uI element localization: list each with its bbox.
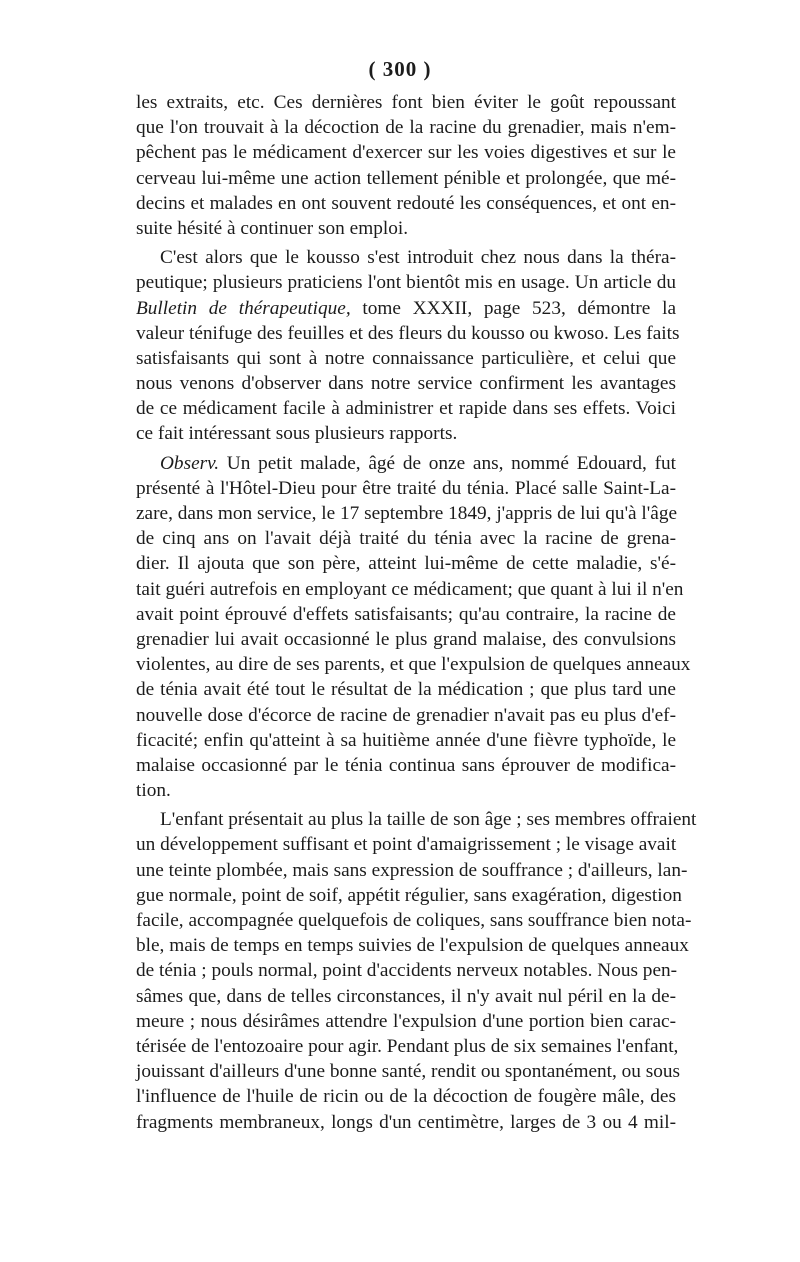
- text-line: nouvelle dose d'écorce de racine de grenadier n'avait pas eu plus d'ef-: [136, 704, 676, 726]
- text-line: ble, mais de temps en temps suivies de l'expulsion de quelques anneaux: [136, 935, 689, 957]
- text-line-bulletin: [136, 296, 676, 321]
- text-line: ce fait intéressant sous plusieurs rapports.: [136, 423, 458, 445]
- text-line: malaise occasionné par le ténia continua sans éprouver de modifica-: [136, 754, 676, 776]
- text-line: cerveau lui-même une action tellement pénible et prolongée, que mé-: [136, 167, 676, 189]
- text-line: térisée de l'entozoaire pour agir. Pendant plus de six semaines l'enfant,: [136, 1035, 679, 1057]
- text-line: les extraits, etc. Ces dernières font bien éviter le goût repoussant: [136, 92, 676, 113]
- paragraph-4: [136, 807, 697, 1134]
- text-line: grenadier lui avait occasionné le plus grand malaise, des convulsions: [136, 628, 676, 650]
- text-line: L'enfant présentait au plus la taille de son âge ; ses membres offraient: [160, 809, 697, 831]
- text-line: zare, dans mon service, le 17 septembre 1849, j'appris de lui qu'à l'âge: [136, 503, 678, 524]
- text-line: gue normale, point de soif, appétit régulier, sans exagération, digestion: [136, 884, 682, 906]
- text-line: nous venons d'observer dans notre service confirment les avantages: [136, 373, 676, 395]
- bulletin-title: Bulletin de thérapeutique,: [136, 297, 351, 319]
- text-line: valeur ténifuge des feuilles et des fleurs du kousso ou kwoso. Les faits: [136, 322, 680, 344]
- text-line: violentes, au dire de ses parents, et que l'expulsion de quelques anneaux: [136, 654, 691, 676]
- text-line: satisfaisants qui sont à notre connaissance particulière, et celui que: [136, 347, 676, 369]
- text-line: avait point éprouvé d'effets satisfaisants; qu'au contraire, la racine de: [136, 603, 676, 625]
- text-line: C'est alors que le kousso s'est introduit chez nous dans la théra-: [160, 247, 676, 269]
- body-text: [136, 90, 697, 1135]
- bulletin-rest: tome XXXII, page 523, démontre la: [350, 297, 676, 319]
- text-line: pêchent pas le médicament d'exercer sur les voies digestives et sur le: [136, 142, 676, 164]
- text-line: une teinte plombée, mais sans expression de souffrance ; d'ailleurs, lan-: [136, 859, 688, 881]
- text-line: de cinq ans on l'avait déjà traité du ténia avec la racine de grena-: [136, 528, 676, 550]
- text-line: sâmes que, dans de telles circonstances, il n'y avait nul péril en la de-: [136, 985, 676, 1007]
- paragraph-3: [136, 451, 691, 804]
- text-line: l'influence de l'huile de ricin ou de la décoction de fougère mâle, des: [136, 1086, 676, 1108]
- text-line: facile, accompagnée quelquefois de coliques, sans souffrance bien nota-: [136, 910, 692, 931]
- text-line: peutique; plusieurs praticiens l'ont bientôt mis en usage. Un article du: [136, 272, 676, 294]
- text-line: tait guéri autrefois en employant ce médicament; que quant à lui il n'en: [136, 578, 684, 600]
- observ-label: Observ.: [160, 452, 220, 474]
- observ-rest: Un petit malade, âgé de onze ans, nommé Edouard, fut: [219, 452, 676, 474]
- paragraph-2: [136, 245, 680, 447]
- text-line: de ténia avait été tout le résultat de la médication ; que plus tard une: [136, 679, 676, 701]
- text-line-observ: [136, 451, 676, 476]
- text-line: présenté à l'Hôtel-Dieu pour être traité du ténia. Placé salle Saint-La-: [136, 477, 676, 499]
- text-line: jouissant d'ailleurs d'une bonne santé, rendit ou spontanément, ou sous: [136, 1061, 681, 1083]
- page-number: ( 300 ): [368, 57, 432, 81]
- paragraph-1: [136, 90, 676, 241]
- text-line: de ténia ; pouls normal, point d'accidents nerveux notables. Nous pen-: [136, 960, 678, 982]
- text-line: que l'on trouvait à la décoction de la racine du grenadier, mais n'em-: [136, 117, 676, 139]
- text-line: de ce médicament facile à administrer et rapide dans ses effets. Voici: [136, 398, 676, 420]
- text-line: fragments membraneux, longs d'un centimètre, larges de 3 ou 4 mil-: [136, 1111, 676, 1133]
- text-line: tion.: [136, 780, 171, 802]
- text-line: un développement suffisant et point d'amaigrissement ; le visage avait: [136, 834, 677, 856]
- text-line: suite hésité à continuer son emploi.: [136, 217, 409, 239]
- text-line: ficacité; enfin qu'atteint à sa huitième année d'une fièvre typhoïde, le: [136, 729, 676, 751]
- text-line: meure ; nous désirâmes attendre l'expulsion d'une portion bien carac-: [136, 1010, 676, 1032]
- text-line: dier. Il ajouta que son père, atteint lui-même de cette maladie, s'é-: [136, 553, 676, 575]
- text-line: decins et malades en ont souvent redouté les conséquences, et ont en-: [136, 192, 676, 214]
